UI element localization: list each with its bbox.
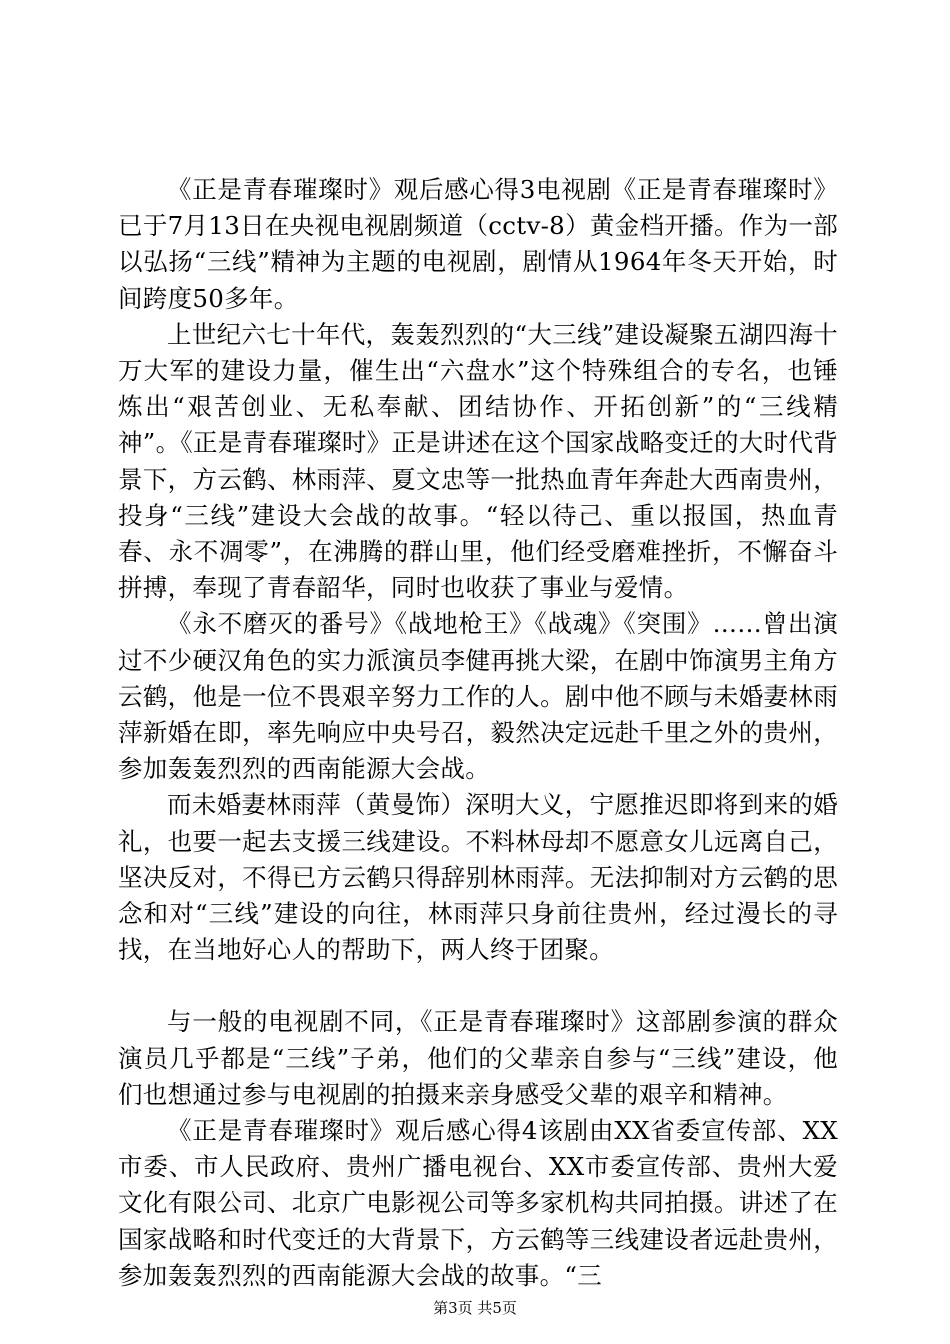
paragraph-5: 与一般的电视剧不同，《正是青春璀璨时》这部剧参演的群众演员几乎都是“三线”子弟，他们的父辈亲自参与“三线”建设，他们也想通过参与电视剧的拍摄来亲身感受父辈的艰辛和精神。 xyxy=(118,1007,838,1109)
paragraph-2: 上世纪六七十年代，轰轰烈烈的“大三线”建设凝聚五湖四海十万大军的建设力量，催生出“六盘水”这个特殊组合的专名，也锤炼出“艰苦创业、无私奉献、团结协作、开拓创新”的“三线精神”。《正是青春璀璨时》正是讲述在这个国家战略变迁的大时代背景下，方云鹤、林雨萍、夏文忠等一批热血青年奔赴大西南贵州，投身“三线”建设大会战的故事。“轻以待己、重以报国，热血青春、永不凋零”，在沸腾的群山里，他们经受磨难挫折，不懈奋斗拼搏，奉现了青春韶华，同时也收获了事业与爱情。 xyxy=(118,319,838,603)
paragraph-1: 《正是青春璀璨时》观后感心得3电视剧《正是青春璀璨时》已于7月13日在央视电视剧频道（cctv-8）黄金档开播。作为一部以弘扬“三线”精神为主题的电视剧，剧情从1964年冬天开始，时间跨度50多年。 xyxy=(118,175,838,313)
document-body xyxy=(118,172,838,1294)
paragraph-spacer xyxy=(118,968,838,1004)
paragraph-6: 《正是青春璀璨时》观后感心得4该剧由XX省委宣传部、XX市委、市人民政府、贵州广播电视台、XX市委宣传部、贵州大爱文化有限公司、北京广电影视公司等多家机构共同拍摄。讲述了在国家战略和时代变迁的大背景下，方云鹤等三线建设者远赴贵州，参加轰轰烈烈的西南能源大会战的故事。“三 xyxy=(118,1116,838,1290)
page-footer: 第3页 共5页 xyxy=(433,1299,517,1317)
paragraph-3: 《永不磨灭的番号》《战地枪王》《战魂》《突围》……曾出演过不少硬汉角色的实力派演员李健再挑大梁，在剧中饰演男主角方云鹤，他是一位不畏艰辛努力工作的人。剧中他不顾与未婚妻林雨萍新婚在即，率先响应中央号召，毅然决定远赴千里之外的贵州，参加轰轰烈烈的西南能源大会战。 xyxy=(118,609,838,784)
paragraph-4: 而未婚妻林雨萍（黄曼饰）深明大义，宁愿推迟即将到来的婚礼，也要一起去支援三线建设。不料林母却不愿意女儿远离自己，坚决反对，不得已方云鹤只得辞别林雨萍。无法抑制对方云鹤的思念和对“三线”建设的向往，林雨萍只身前往贵州，经过漫长的寻找，在当地好心人的帮助下，两人终于团聚。 xyxy=(118,790,838,965)
